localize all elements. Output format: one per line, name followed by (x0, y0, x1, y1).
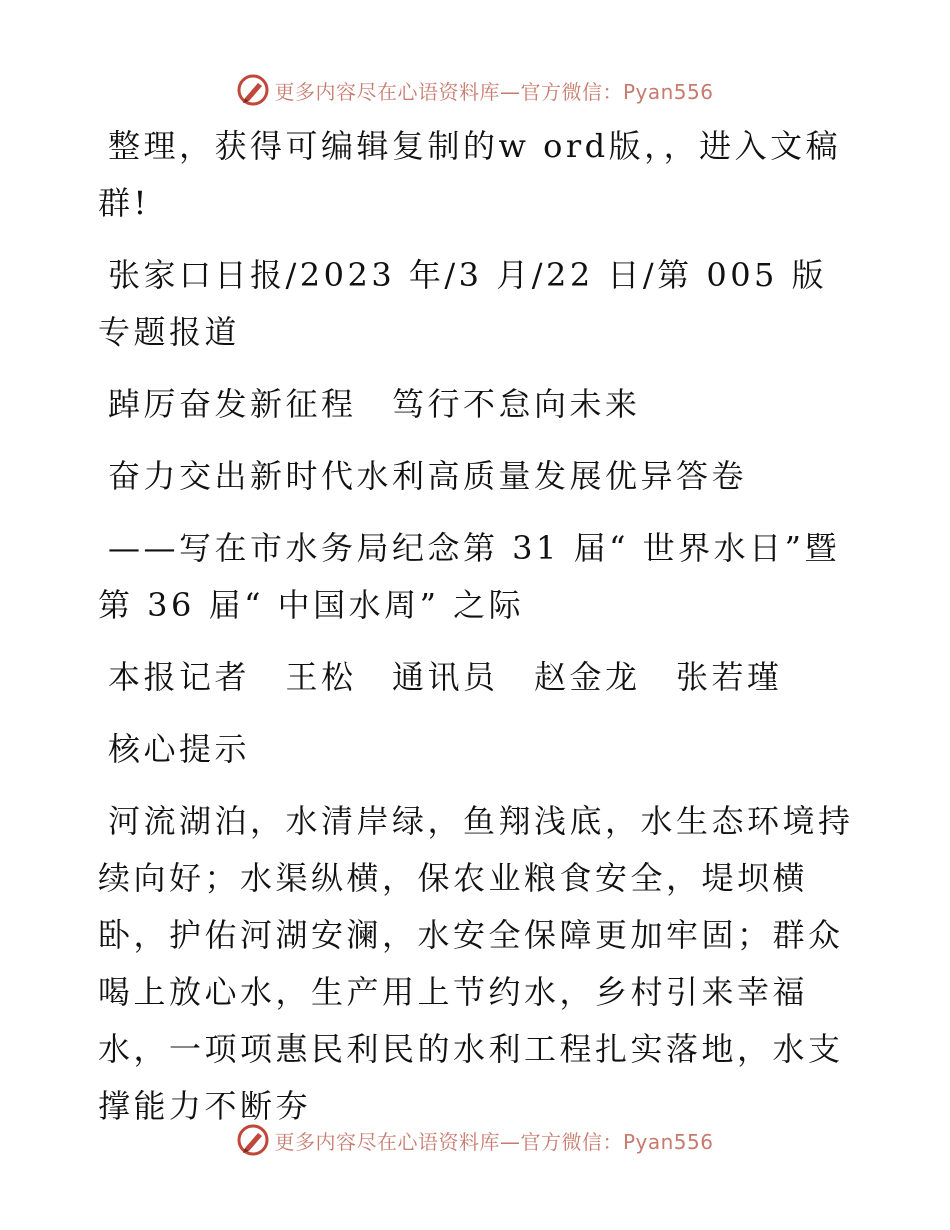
intro-text: 整理，获得可编辑复制的w ord版，，进入文稿群! (98, 127, 842, 222)
intro-paragraph (98, 118, 858, 232)
article-body (98, 118, 858, 1150)
byline (98, 649, 858, 706)
source-line (98, 247, 858, 361)
section-label (98, 721, 858, 778)
headline-1-text: 踔厉奋发新征程 笃行不怠向未来 (108, 385, 641, 423)
source-text: 张家口日报/2023 年/3 月/22 日/第 005 版专题报道 (98, 256, 828, 351)
footer-banner-text: 更多内容尽在心语资料库—官方微信：Pyan556 (274, 1129, 714, 1154)
byline-text: 本报记者 王松 通讯员 赵金龙 张若瑾 (108, 658, 783, 696)
headline-2 (98, 448, 858, 505)
header-banner-text: 更多内容尽在心语资料库—官方微信：Pyan556 (274, 79, 714, 104)
pen-logo-icon (236, 1123, 270, 1157)
pen-logo-icon (236, 73, 270, 107)
subheadline-text: ——写在市水务局纪念第 31 届“ 世界水日”暨第 36 届“ 中国水周” 之际 (98, 529, 840, 624)
body-paragraph-text: 河流湖泊，水清岸绿，鱼翔浅底，水生态环境持续向好；水渠纵横，保农业粮食安全，堤坝横卧，护佑河湖安澜，水安全保障更加牢固；群众喝上放心水，生产用上节约水，乡村引来幸福水，一项项惠民利民的水利工程扎实落地，水支撑能力不断夯 (98, 802, 854, 1125)
section-label-text: 核心提示 (108, 730, 251, 768)
subheadline (98, 520, 858, 634)
footer-banner (0, 1120, 950, 1160)
body-paragraph (98, 793, 858, 1135)
header-banner (0, 70, 950, 110)
headline-1 (98, 376, 858, 433)
headline-2-text: 奋力交出新时代水利高质量发展优异答卷 (108, 457, 748, 495)
